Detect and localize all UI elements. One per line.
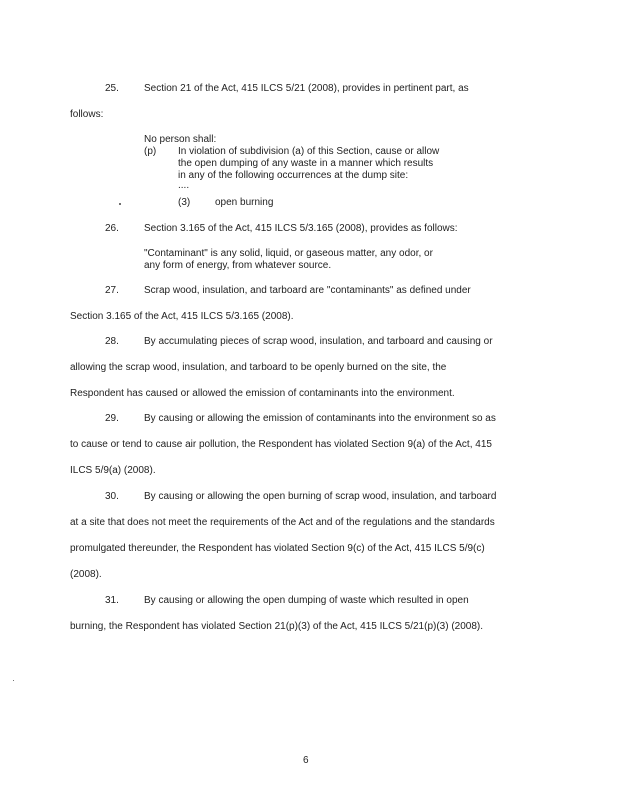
paragraph-number: 26. xyxy=(105,223,119,234)
paragraph-number: 29. xyxy=(105,413,119,424)
paragraph-number: 27. xyxy=(105,285,119,296)
paragraph-text: (2008). xyxy=(70,569,102,580)
paragraph-number: 28. xyxy=(105,336,119,347)
paragraph-text: promulgated thereunder, the Respondent has violated Section 9(c) of the Act, 415 ILCS 5/9(c) xyxy=(70,543,485,554)
paragraph-text: allowing the scrap wood, insulation, and tarboard to be openly burned on the site, the xyxy=(70,362,447,373)
paragraph-text: at a site that does not meet the requirements of the Act and of the regulations and the standards xyxy=(70,517,495,528)
paragraph-text: By causing or allowing the emission of contaminants into the environment so as xyxy=(144,413,496,424)
paragraph-text: burning, the Respondent has violated Section 21(p)(3) of the Act, 415 ILCS 5/21(p)(3) (2008). xyxy=(70,621,484,632)
paragraph-text: to cause or tend to cause air pollution, the Respondent has violated Section 9(a) of the Act, 415 xyxy=(70,439,492,450)
paragraph-text: follows: xyxy=(70,109,104,120)
stray-mark xyxy=(119,203,121,205)
quote-item-label: (p) xyxy=(144,146,157,157)
paragraph-text: Section 21 of the Act, 415 ILCS 5/21 (2008), provides in pertinent part, as xyxy=(144,83,469,94)
stray-mark xyxy=(13,680,14,681)
paragraph-text: By accumulating pieces of scrap wood, insulation, and tarboard and causing or xyxy=(144,336,493,347)
quote-line: In violation of subdivision (a) of this Section, cause or allow xyxy=(178,146,440,157)
paragraph-number: 25. xyxy=(105,83,119,94)
paragraph-text: ILCS 5/9(a) (2008). xyxy=(70,465,156,476)
quote-line: in any of the following occurrences at the dump site: xyxy=(178,170,409,181)
quote-line: "Contaminant" is any solid, liquid, or gaseous matter, any odor, or xyxy=(144,248,433,259)
quote-subitem-label: (3) xyxy=(178,197,191,208)
quote-line: the open dumping of any waste in a manner which results xyxy=(178,158,434,169)
paragraph-text: Respondent has caused or allowed the emission of contaminants into the environment. xyxy=(70,388,455,399)
paragraph-number: 31. xyxy=(105,595,119,606)
page-number: 6 xyxy=(303,755,309,766)
quote-subitem-text: open burning xyxy=(215,197,274,208)
paragraph-number: 30. xyxy=(105,491,119,502)
quote-line: any form of energy, from whatever source. xyxy=(144,260,332,271)
paragraph-text: Section 3.165 of the Act, 415 ILCS 5/3.165 (2008). xyxy=(70,311,294,322)
paragraph-text: By causing or allowing the open burning of scrap wood, insulation, and tarboard xyxy=(144,491,497,502)
paragraph-text: By causing or allowing the open dumping of waste which resulted in open xyxy=(144,595,469,606)
quote-ellipsis: .... xyxy=(178,180,190,191)
paragraph-text: Scrap wood, insulation, and tarboard are "contaminants" as defined under xyxy=(144,285,471,296)
quote-lead: No person shall: xyxy=(144,134,217,145)
paragraph-text: Section 3.165 of the Act, 415 ILCS 5/3.165 (2008), provides as follows: xyxy=(144,223,458,234)
